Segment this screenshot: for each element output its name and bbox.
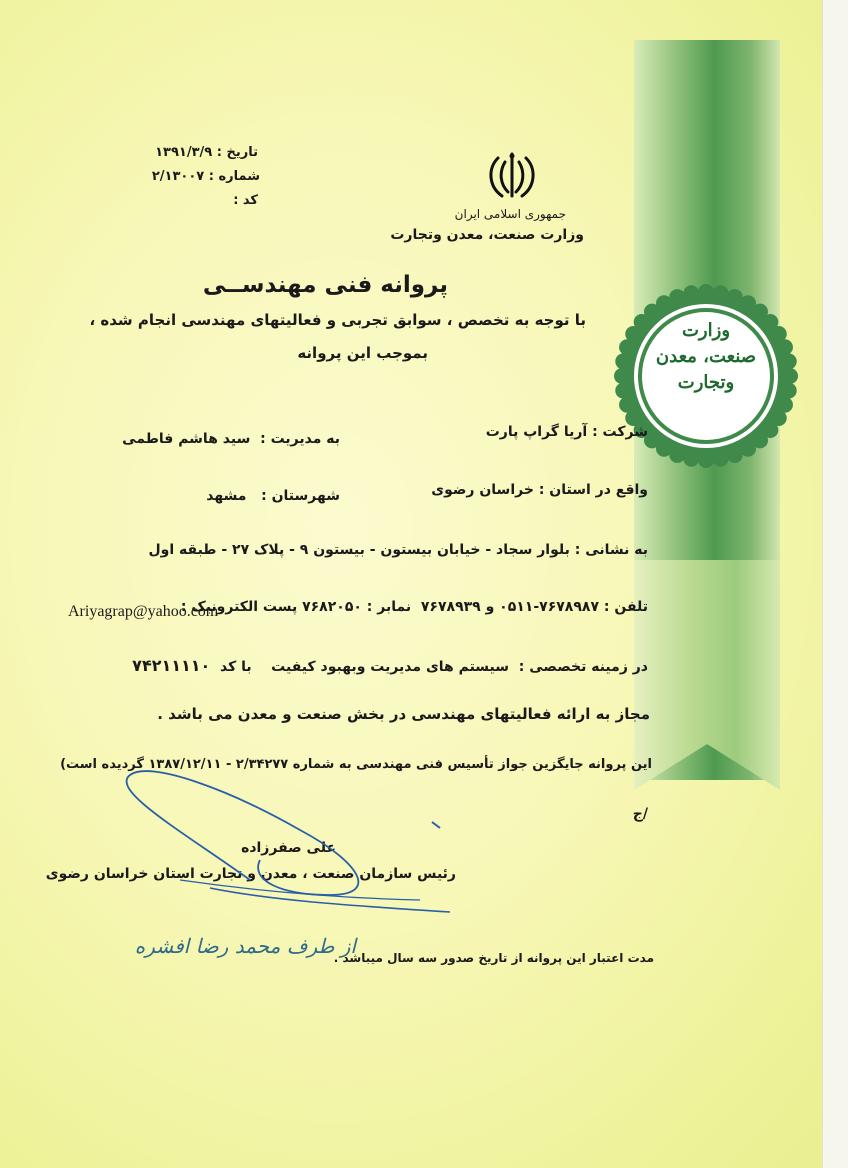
specialty-value: سیستم های مدیریت وبهبود کیفیت [271, 659, 510, 675]
city-value: مشهد [206, 488, 247, 504]
ministry-name: وزارت صنعت، معدن وتجارت [390, 227, 584, 243]
signatory-name: علی صفرزاده [241, 840, 336, 856]
code-label: کد : [233, 193, 258, 208]
validity-text: مدت اعتبار این پروانه از تاریخ صدور سه سال میباشد . [333, 951, 654, 965]
emblem-caption: جمهوری اسلامی ایران [454, 207, 566, 221]
specialty-row [132, 656, 648, 675]
address-label: به نشانی : [574, 542, 648, 558]
city-label: شهرستان : [261, 488, 340, 504]
specialty-label: در زمینه تخصصی : [518, 659, 648, 675]
address-row [148, 542, 648, 558]
number-value: ۲/۱۳۰۰۷ [151, 169, 205, 184]
phone-label: تلفن : [603, 599, 648, 615]
page-edge [822, 0, 848, 1168]
date-label: تاریخ : [216, 145, 258, 160]
handwritten-note: از طرف محمد رضا افشره [134, 934, 356, 958]
document-title: پروانه فنی مهندســی [202, 272, 448, 298]
province-value: خراسان رضوی [431, 482, 534, 498]
iran-emblem-icon [484, 150, 540, 202]
manager-value: سید هاشم فاطمی [122, 431, 251, 447]
fax-value: ۷۶۸۲۰۵۰ [302, 599, 362, 615]
signatory-title: رئیس سازمان صنعت ، معدن و تجارت استان خراسان رضوی [45, 866, 456, 882]
initials: /ج [632, 806, 648, 822]
intro-line-1: با توجه به تخصص ، سوابق تجربی و فعالیتهای مهندسی انجام شده ، [89, 311, 586, 329]
contact-row [181, 599, 648, 615]
province-row [431, 482, 648, 498]
authorization-text: مجاز به ارائه فعالیتهای مهندسی در بخش صنعت و معدن می باشد . [157, 705, 650, 723]
number-row [152, 169, 260, 184]
city-row [206, 488, 340, 504]
email-value: Ariyagrap@yahoo.com [68, 603, 219, 620]
seal-text [612, 318, 800, 396]
seal-line-2: صنعت، معدن [655, 346, 757, 367]
province-label: واقع در استان : [538, 482, 648, 498]
intro-line-2: بموجب این پروانه [297, 344, 428, 362]
replacement-note: این پروانه جایگزین جواز تأسیس فنی مهندسی به شماره ۲/۳۴۲۷۷ - ۱۳۸۷/۱۲/۱۱ گردیده است) [60, 757, 652, 772]
company-value: آریا گراپ پارت [485, 424, 588, 440]
fax-label: نمابر : [366, 599, 412, 615]
number-label: شماره : [208, 169, 260, 184]
manager-row [122, 431, 340, 447]
specialty-code-value: ۷۴۲۱۱۱۱۰ [132, 656, 211, 675]
email-label: پست الکترونیک : [180, 599, 298, 615]
company-row [486, 424, 648, 440]
date-value: ۱۳۹۱/۳/۹ [155, 145, 213, 160]
manager-label: به مدیریت : [260, 431, 340, 447]
date-row [155, 145, 258, 160]
company-label: شرکت : [592, 424, 648, 440]
specialty-code-label: با کد [220, 659, 252, 675]
address-value: بلوار سجاد - خیابان بیستون - بیستون ۹ - پلاک ۲۷ - طبقه اول [148, 542, 570, 558]
seal-line-1: وزارت [681, 320, 731, 341]
phone-value: ۷۶۷۸۹۸۷-۰۵۱۱ و ۷۶۷۸۹۳۹ [420, 599, 599, 615]
seal-line-3: وتجارت [677, 372, 735, 393]
